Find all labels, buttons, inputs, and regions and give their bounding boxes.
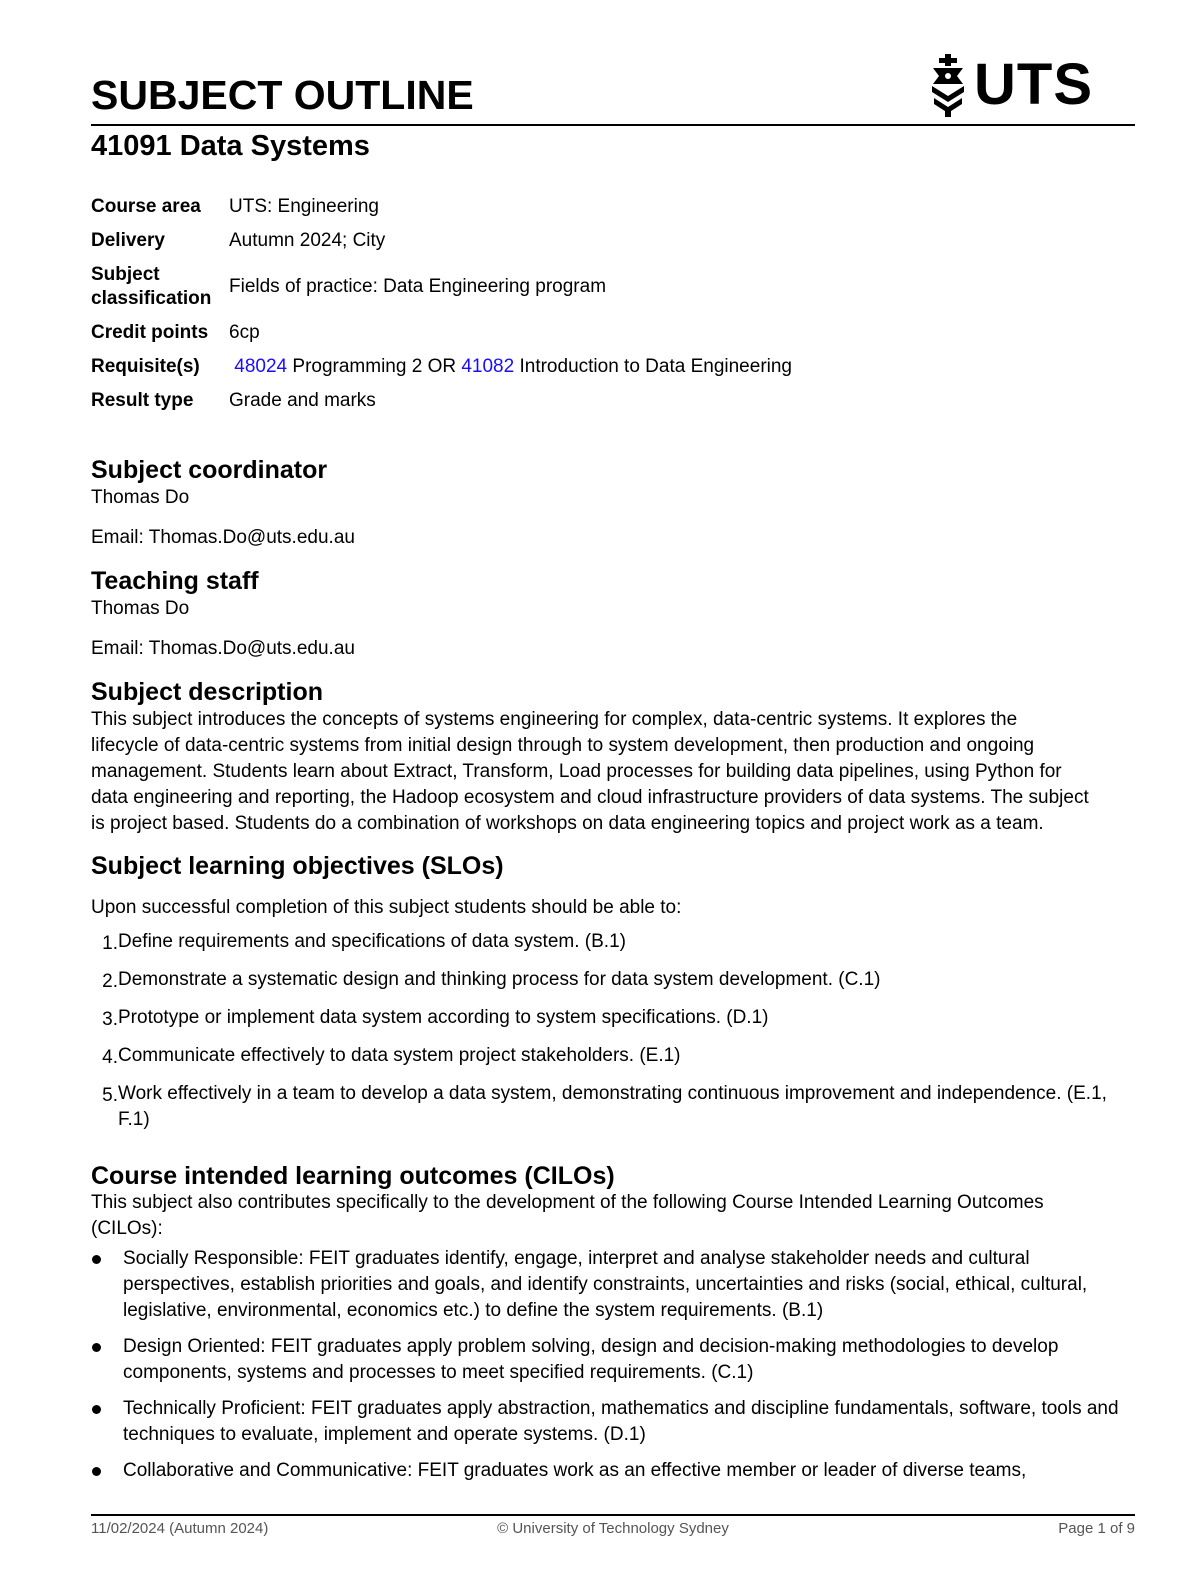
- info-value: 6cp: [229, 322, 260, 343]
- footer-copyright: © University of Technology Sydney: [497, 1520, 729, 1537]
- teaching-staff-email: Email: Thomas.Do@uts.edu.au: [91, 638, 355, 659]
- requisite-link-41082[interactable]: 41082: [461, 356, 515, 377]
- list-item: Design Oriented: FEIT graduates apply problem solving, design and decision-making methodologies to develop components, systems and processes to meet specified requirements. (C.1): [91, 1334, 1135, 1386]
- info-label: Course area: [91, 196, 201, 217]
- document-title: SUBJECT OUTLINE: [91, 72, 474, 118]
- info-label: Requisite(s): [91, 356, 200, 377]
- slo-intro: Upon successful completion of this subject students should be able to:: [91, 897, 682, 918]
- list-item: 3. Prototype or implement data system according to system specifications. (D.1): [102, 1007, 769, 1030]
- slo-heading: Subject learning objectives (SLOs): [91, 852, 504, 880]
- teaching-staff-name: Thomas Do: [91, 598, 190, 619]
- teaching-staff-heading: Teaching staff: [91, 567, 259, 595]
- info-value: Autumn 2024; City: [229, 230, 386, 251]
- header-divider: [91, 124, 1135, 126]
- coordinator-heading: Subject coordinator: [91, 456, 328, 484]
- info-row-requisites: [91, 350, 792, 384]
- coordinator-email: Email: Thomas.Do@uts.edu.au: [91, 527, 355, 548]
- list-item: Technically Proficient: FEIT graduates apply abstraction, mathematics and discipline fundamentals, software, tools and techniques to evaluate, implement and operate systems. (D.1): [91, 1396, 1135, 1448]
- uts-logo-text: UTS: [974, 52, 1093, 117]
- requisite-link-48024[interactable]: 48024: [234, 356, 288, 377]
- uts-crest-icon: [928, 52, 968, 118]
- footer-date: 11/02/2024 (Autumn 2024): [91, 1520, 269, 1537]
- info-row-course-area: [91, 190, 792, 224]
- bullet-icon: [91, 1396, 123, 1448]
- info-row-result-type: [91, 384, 792, 418]
- info-row-delivery: [91, 224, 792, 258]
- bullet-icon: [91, 1334, 123, 1386]
- slo-list: [91, 929, 1135, 1145]
- subject-title: 41091 Data Systems: [91, 130, 370, 162]
- cilo-list: [91, 1246, 1135, 1494]
- description-paragraph: This subject introduces the concepts of systems engineering for complex, data-centric systems. It explores the lifecycle of data-centric systems from initial design through to system development, then production and ongoing management. Students learn about Extract, Transform, Load processes for building data pipelines, using Python for data engineering and reporting, the Hadoop ecosystem and cloud infrastructure providers of data systems. The subject is project based. Students do a combination of workshops on data engineering topics and project work as a team.: [91, 709, 1089, 834]
- info-value: Fields of practice: Data Engineering program: [229, 276, 607, 297]
- info-row-credit-points: [91, 316, 792, 350]
- list-item: 4. Communicate effectively to data system project stakeholders. (E.1): [102, 1045, 681, 1068]
- list-item: 1. Define requirements and specifications of data system. (B.1): [102, 931, 626, 954]
- uts-logo: [928, 50, 1093, 120]
- list-item: Collaborative and Communicative: FEIT graduates work as an effective member or leader of diverse teams,: [91, 1458, 1135, 1484]
- coordinator-name: Thomas Do: [91, 487, 190, 508]
- list-item: 2. Demonstrate a systematic design and thinking process for data system development. (C.1): [102, 969, 881, 992]
- bullet-icon: [91, 1458, 123, 1484]
- info-value: Grade and marks: [229, 390, 376, 411]
- info-label: Subject classification: [91, 264, 212, 309]
- page-header: [91, 52, 1135, 126]
- list-item: 5. Work effectively in a team to develop a data system, demonstrating continuous improvement and independence. (E.1, F.1): [102, 1083, 1107, 1130]
- info-label: Credit points: [91, 322, 209, 343]
- subject-info-table: [91, 190, 792, 418]
- footer-divider: [91, 1514, 1135, 1516]
- footer-page-number: Page 1 of 9: [1058, 1520, 1135, 1537]
- info-label: Result type: [91, 390, 194, 411]
- info-value: UTS: Engineering: [229, 196, 379, 217]
- info-value: 48024 Programming 2 OR 41082 Introduction to Data Engineering: [234, 356, 792, 377]
- info-label: Delivery: [91, 230, 165, 251]
- list-item: Socially Responsible: FEIT graduates identify, engage, interpret and analyse stakeholder needs and cultural perspectives, establish priorities and goals, and identify constraints, uncertainties and risks (social, ethical, cultural, legislative, environmental, economics etc.) to define the system requirements. (B.1): [91, 1246, 1135, 1324]
- bullet-icon: [91, 1246, 123, 1324]
- document-page: [91, 0, 1135, 1590]
- info-row-classification: [91, 258, 792, 316]
- cilo-intro: This subject also contributes specifically to the development of the following Course Intended Learning Outcomes (CILOs):: [91, 1192, 1044, 1239]
- description-heading: Subject description: [91, 678, 323, 706]
- cilo-heading: Course intended learning outcomes (CILOs): [91, 1162, 615, 1190]
